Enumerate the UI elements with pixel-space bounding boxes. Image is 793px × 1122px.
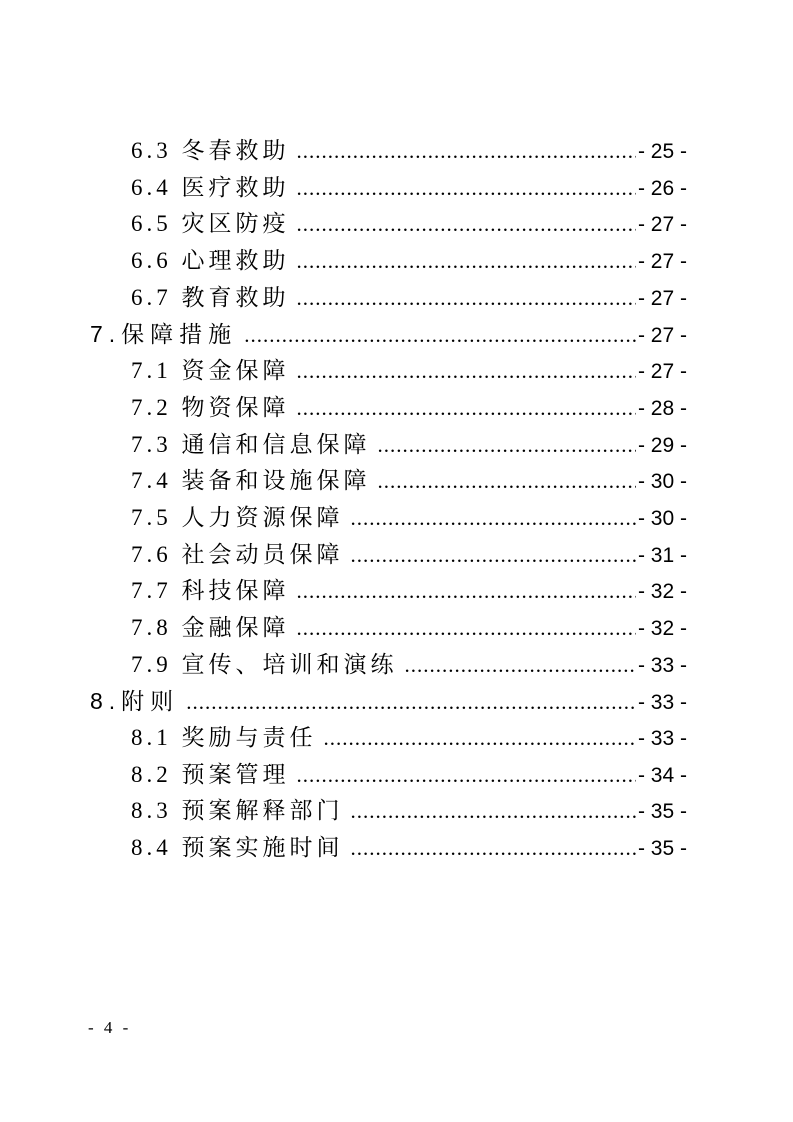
toc-entry-page: - 35 - <box>637 837 687 861</box>
toc-entry-label: 8.3 预案解释部门 <box>131 798 344 824</box>
toc-entry-page: - 27 - <box>637 213 687 237</box>
toc-dot-leader <box>297 133 636 170</box>
toc-dot-leader <box>351 500 636 537</box>
toc-dot-leader <box>244 317 636 354</box>
toc-entry-label: 6.5 灾区防疫 <box>131 211 290 237</box>
toc-entry-page: - 33 - <box>637 653 687 677</box>
toc-entry-page: - 33 - <box>637 691 687 715</box>
toc-entry-label: 8.2 预案管理 <box>131 761 290 787</box>
toc-entry-label: 7.9 宣传、培训和演练 <box>131 651 398 677</box>
toc-entry-label: 7.8 金融保障 <box>131 614 290 640</box>
toc-entry-page: - 32 - <box>637 616 687 640</box>
toc-entry-page: - 30 - <box>637 470 687 494</box>
toc-dot-leader <box>297 757 636 794</box>
toc-entry-label: 7.4 装备和设施保障 <box>131 468 371 494</box>
toc-entry[interactable] <box>90 427 687 464</box>
toc-entry-label: 7.1 资金保障 <box>131 358 290 384</box>
toc-entry[interactable] <box>90 133 687 170</box>
toc-entry-label: 8.附则 <box>90 688 180 715</box>
toc-dot-leader <box>378 427 636 464</box>
toc-entry-label: 7.3 通信和信息保障 <box>131 431 371 457</box>
toc-entry[interactable] <box>90 316 687 353</box>
toc-dot-leader <box>297 243 636 280</box>
toc-dot-leader <box>378 463 636 500</box>
toc-entry-page: - 34 - <box>637 763 687 787</box>
toc-dot-leader <box>297 610 636 647</box>
toc-entry[interactable] <box>90 206 687 243</box>
toc-entry-label: 7.保障措施 <box>90 321 238 348</box>
toc-entry[interactable] <box>90 353 687 390</box>
toc-dot-leader <box>405 647 636 684</box>
toc-entry-label: 6.3 冬春救助 <box>131 138 290 163</box>
toc-entry[interactable] <box>90 830 687 867</box>
toc-entry[interactable] <box>90 170 687 207</box>
toc-entry[interactable] <box>90 793 687 830</box>
toc-dot-leader <box>297 353 636 390</box>
toc-entry[interactable] <box>90 537 687 574</box>
toc-dot-leader <box>297 573 636 610</box>
toc-entry[interactable] <box>90 280 687 317</box>
toc-entry-page: - 35 - <box>637 800 687 824</box>
toc-dot-leader <box>351 537 636 574</box>
toc-entry[interactable] <box>90 647 687 684</box>
toc-entry-label: 6.4 医疗救助 <box>131 174 290 200</box>
toc-entry[interactable] <box>90 720 687 757</box>
toc-entry[interactable] <box>90 757 687 794</box>
toc-entry-page: - 28 - <box>637 396 687 420</box>
toc-entry[interactable] <box>90 573 687 610</box>
toc-entry-page: - 26 - <box>637 176 687 200</box>
toc-entry[interactable] <box>90 683 687 720</box>
toc-entry[interactable] <box>90 463 687 500</box>
toc-entry-label: 8.1 奖励与责任 <box>131 725 317 750</box>
toc-entry-page: - 25 - <box>637 140 687 163</box>
toc-dot-leader <box>324 720 636 757</box>
toc-entry-label: 8.4 预案实施时间 <box>131 835 344 861</box>
toc-entry-label: 7.6 社会动员保障 <box>131 541 344 567</box>
toc-entry-page: - 27 - <box>637 250 687 274</box>
toc-entry[interactable] <box>90 390 687 427</box>
toc-entry-label: 7.5 人力资源保障 <box>131 504 344 530</box>
toc-entry-label: 6.7 教育救助 <box>131 284 290 310</box>
toc-entry-page: - 29 - <box>637 433 687 457</box>
toc-list <box>90 133 687 867</box>
toc-entry-label: 7.7 科技保障 <box>131 578 290 604</box>
toc-dot-leader <box>297 206 636 243</box>
toc-entry-page: - 27 - <box>637 286 687 310</box>
toc-entry[interactable] <box>90 500 687 537</box>
toc-dot-leader <box>351 793 636 830</box>
toc-entry[interactable] <box>90 610 687 647</box>
page-footer <box>88 1018 131 1038</box>
toc-entry-page: - 32 - <box>637 580 687 604</box>
footer-page-number: - 4 - <box>88 1018 132 1037</box>
toc-dot-leader <box>297 280 636 317</box>
toc-dot-leader <box>351 830 636 867</box>
toc-entry-page: - 27 - <box>637 324 687 348</box>
toc-dot-leader <box>297 390 636 427</box>
toc-entry-page: - 30 - <box>637 506 687 530</box>
toc-entry[interactable] <box>90 243 687 280</box>
toc-entry-label: 7.2 物资保障 <box>131 394 290 420</box>
toc-entry-page: - 27 - <box>637 360 687 384</box>
toc-entry-page: - 31 - <box>637 543 687 567</box>
toc-entry-label: 6.6 心理救助 <box>131 248 290 274</box>
toc-dot-leader <box>186 684 636 721</box>
toc-entry-page: - 33 - <box>637 727 687 750</box>
toc-dot-leader <box>297 170 636 207</box>
